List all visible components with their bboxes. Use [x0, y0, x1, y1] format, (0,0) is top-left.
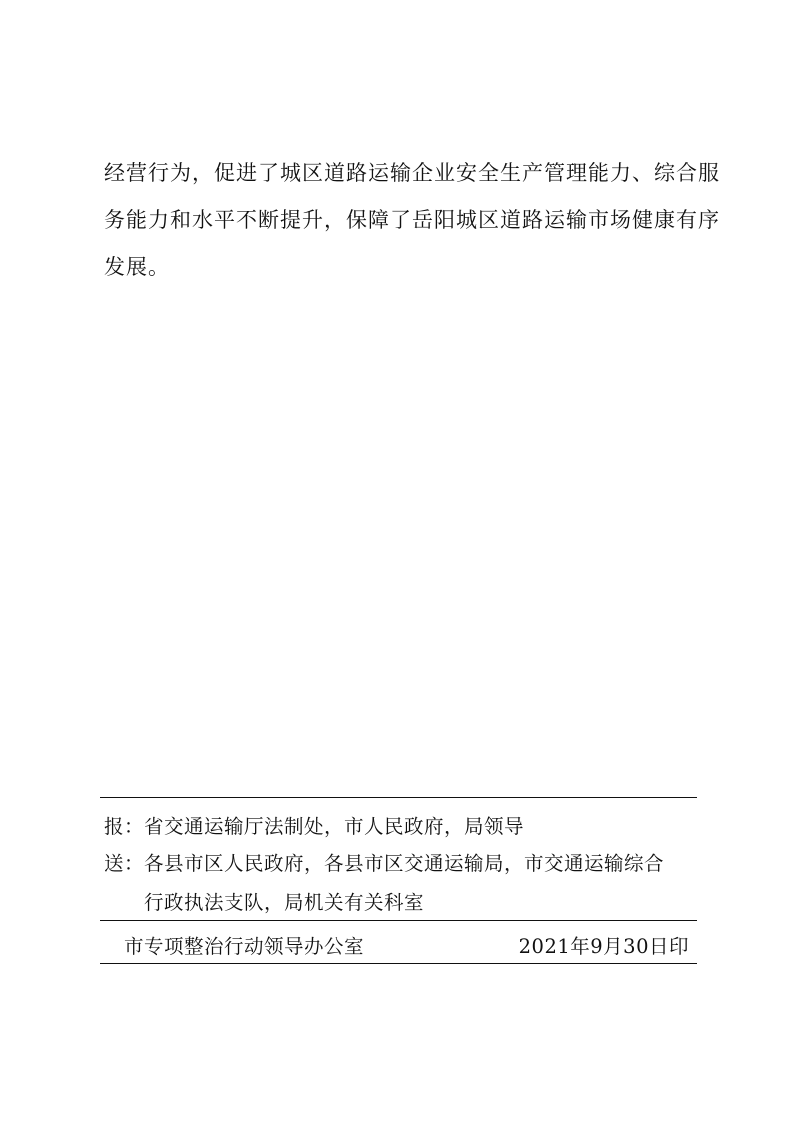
body-line-3: 发展。 [104, 255, 170, 279]
footer-top-rule [100, 797, 697, 798]
send-to-line-1: 送：各县市区人民政府，各县市区交通运输局，市交通运输综合 [104, 852, 665, 875]
body-line-2: 务能力和水平不断提升，保障了岳阳城区道路运输市场健康有序 [104, 208, 720, 232]
issuing-office: 市专项整治行动领导办公室 [124, 935, 365, 958]
report-to-line: 报：省交通运输厅法制处，市人民政府，局领导 [104, 815, 525, 838]
body-line-1: 经营行为，促进了城区道路运输企业安全生产管理能力、综合服 [104, 161, 720, 185]
print-date: 2021年9月30日印 [518, 935, 689, 958]
send-to-line-2: 行政执法支队，局机关有关科室 [144, 891, 425, 914]
footer-bottom-rule [100, 963, 697, 964]
footer-middle-rule [100, 920, 697, 921]
body-paragraph [104, 150, 720, 291]
